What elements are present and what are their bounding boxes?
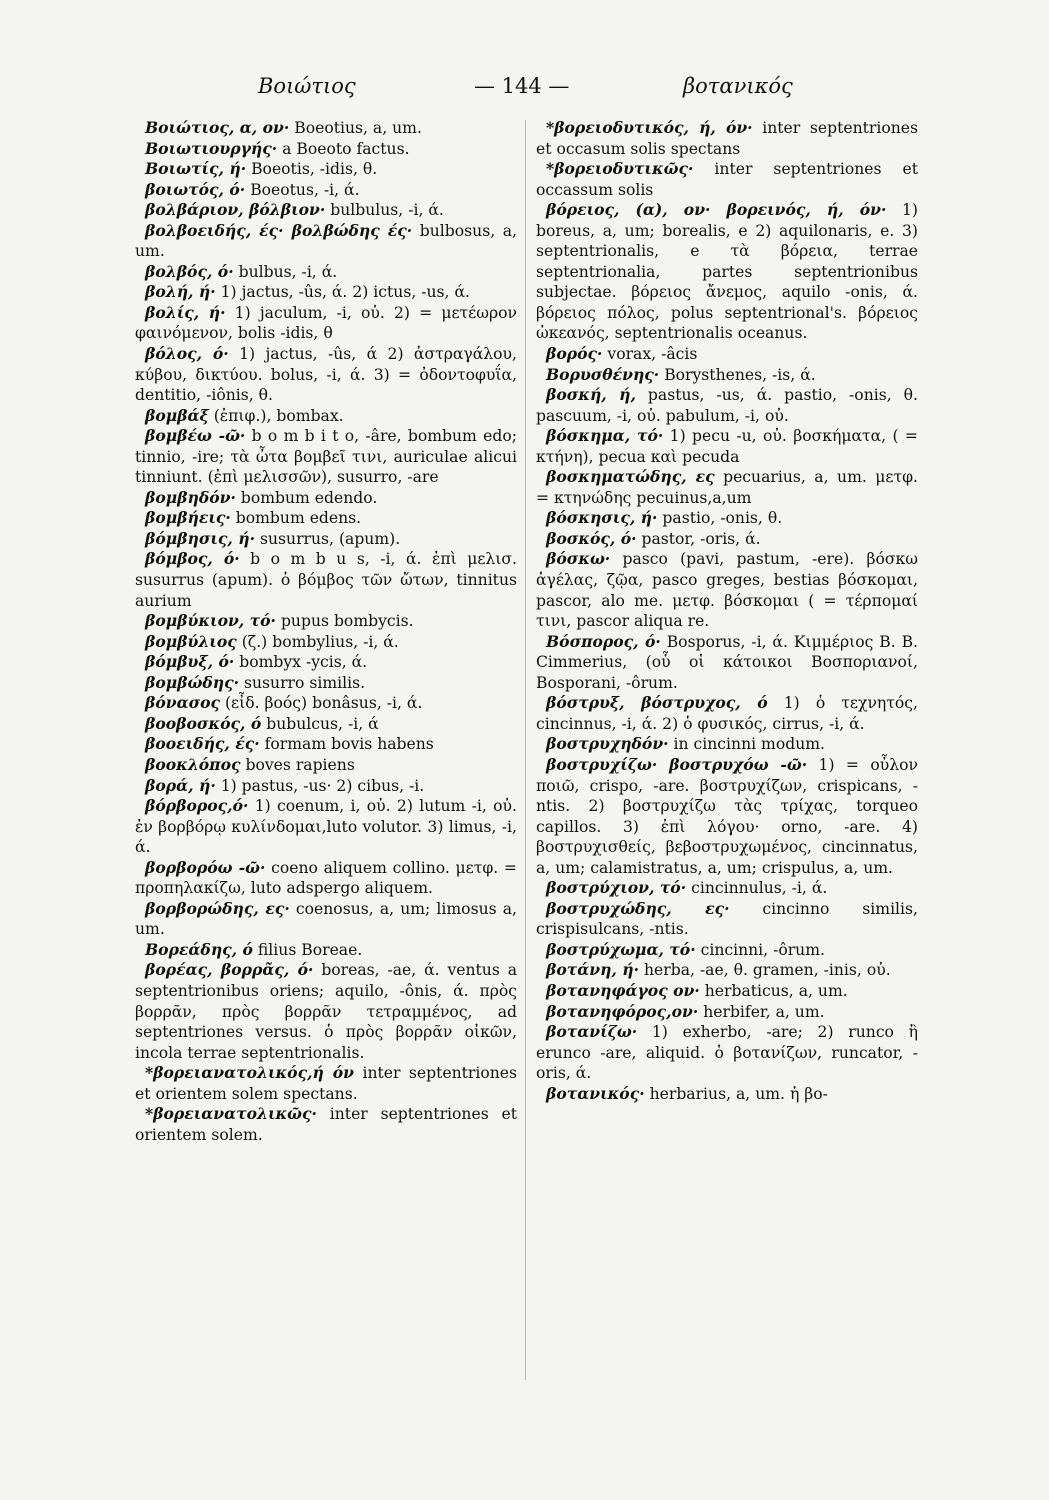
entry-definition: boves rapiens [240, 755, 355, 774]
dictionary-entry [536, 159, 918, 200]
entry-headword: βοσκός, ό· [546, 528, 637, 548]
entry-headword: βόσκω· [546, 549, 611, 569]
entry-definition: herba, -ae, θ. gramen, -inis, οὐ. [639, 961, 891, 980]
dictionary-entry [536, 344, 918, 365]
dictionary-entry [135, 282, 517, 303]
dictionary-entry [135, 200, 517, 221]
dictionary-entry [135, 899, 517, 940]
page-number: — 144 — [474, 74, 570, 98]
entry-definition: vorax, -âcis [602, 345, 698, 364]
entry-headword: βοιωτός, ό· [145, 179, 246, 199]
dictionary-entry [135, 488, 517, 509]
dictionary-entry [536, 508, 918, 529]
entry-definition: Boeotius, a, um. [289, 119, 422, 137]
entry-headword: *βορειανατολικῶς· [145, 1104, 317, 1124]
entry-headword: Βοιωτιουργής· [145, 138, 278, 158]
entry-definition: 1) jactus, -ûs, ά 2) ἀστραγάλου, κύβου, δικτύου. bolus, -i, ά. 3) = ὀδοντοφυΐα, dentitio, -iônis, θ. [135, 345, 517, 405]
entry-headword: βοτανηφόρος,ον· [546, 1001, 699, 1021]
dictionary-entry [536, 549, 918, 631]
entry-definition: 1) = οὖλον ποιῶ, crispo, -are. βοστρυχίζων, crispicans, -ntis. 2) βοστρυχίζω τὰς τρίχας, torqueo capillos. 3) ἐπὶ λόγου· orno, -are. 4) βοστρυχισθείς, βεβοστρυχωμένος, cincinnatus, a, um; calamistratus, a, um; crispulus, a, um. [536, 755, 918, 877]
dictionary-entry [536, 755, 918, 878]
entry-definition: 1) pastus, -us· 2) cibus, -i. [215, 776, 425, 795]
entry-definition: bombum edendo. [235, 488, 378, 507]
dictionary-entry [135, 303, 517, 344]
entry-headword: βοστρύχωμα, τό· [546, 939, 696, 959]
dictionary-entry [135, 776, 517, 797]
dictionary-entry [536, 467, 918, 508]
entry-headword: βόμβος, ό· [145, 549, 240, 569]
entry-definition: pastio, -onis, θ. [657, 509, 783, 528]
entry-definition: bulbus, -i, ά. [233, 262, 338, 281]
entry-headword: βόμβησις, ή· [145, 528, 256, 548]
dictionary-entry [135, 1104, 517, 1145]
left-column [135, 118, 517, 1448]
dictionary-entry [135, 673, 517, 694]
entry-headword: βοοειδής, ές· [145, 734, 260, 754]
entry-headword: βόλος, ό· [145, 344, 229, 364]
entry-definition: cincinnulus, -i, ά. [686, 879, 828, 898]
dictionary-entry [536, 940, 918, 961]
entry-definition: b o m b i t o, -âre, bombum edo; tinnio, -ire; τὰ ὦτα βομβεῖ τινι, auriculae alicui tinniunt. (ἐπὶ μελισσῶν), susurro, -are [135, 427, 517, 487]
dictionary-entry [135, 344, 517, 406]
entry-definition: formam bovis habens [259, 735, 434, 754]
dictionary-entry [536, 365, 918, 386]
dictionary-entry [536, 1084, 918, 1105]
entry-headword: βορβορόω -ῶ· [145, 857, 266, 877]
dictionary-entry [135, 159, 517, 180]
dictionary-entry [536, 1022, 918, 1084]
entry-headword: Βορυσθένης· [546, 364, 660, 384]
entry-definition: bubulcus, -i, ά [261, 714, 379, 733]
entry-headword: βομβύλιος [145, 631, 237, 651]
entry-headword: βομβώδης· [145, 672, 240, 692]
entry-definition: herbifer, a, um. [698, 1002, 825, 1021]
entry-definition: b o m b u s, -i, ά. ἐπὶ μελισ. susurrus (apum). ὁ βόμβος τῶν ὤτων, tinnitus aurium [135, 550, 517, 610]
entry-headword: βοστρυχηδόν· [546, 734, 669, 754]
right-column [536, 118, 918, 1448]
dictionary-entry [536, 118, 918, 159]
dictionary-entry [135, 508, 517, 529]
entry-headword: βομβηδόν· [145, 487, 236, 507]
entry-headword: βορά, ή· [145, 775, 216, 795]
entry-headword: βόνασος [145, 693, 220, 713]
entry-definition: inter septentriones et orientem solem. [135, 1105, 517, 1144]
entry-definition: cincinno similis, crispisulcans, -ntis. [536, 899, 918, 939]
entry-headword: βομβήεις· [145, 508, 231, 528]
entry-definition: inter septentriones et occassum solis [536, 160, 918, 199]
entry-headword: βοσκηματώδης, ες [546, 467, 715, 487]
dictionary-entry [135, 714, 517, 735]
entry-headword: βοστρυχώδης, ες· [546, 898, 730, 918]
entry-definition: 1) jaculum, -i, οὐ. 2) = μετέωρον φαινόμενον, bolis -idis, θ [135, 303, 517, 343]
page-header [0, 66, 1049, 106]
dictionary-entry [135, 693, 517, 714]
entry-headword: βοοβοσκός, ό [145, 713, 262, 733]
entry-headword: βόσκησις, ή· [546, 508, 658, 528]
entry-definition: 1) boreus, a, um; borealis, e 2) aquilonaris, e. 3) septentrionalis, e τὰ βόρεια, terrae septentrionalia, partes septentrionibus subjectae. βόρειος ἄνεμος, aquilo -onis, ά. βόρειος πόλος, polus septentrional's. βόρειος ὠκεανός, septentrionalis oceanus. [536, 201, 918, 343]
dictionary-entry [536, 878, 918, 899]
entry-definition: herbaticus, a, um. [699, 981, 848, 1000]
dictionary-entry [135, 960, 517, 1063]
entry-headword: βοτάνη, ή· [546, 960, 640, 980]
dictionary-entry [135, 529, 517, 550]
dictionary-entry [135, 118, 517, 139]
dictionary-entry [135, 262, 517, 283]
dictionary-entry [536, 529, 918, 550]
dictionary-entry [536, 734, 918, 755]
entry-headword: βοτανηφάγος ον· [546, 980, 700, 1000]
entry-headword: βοσκή, ή, [546, 385, 636, 405]
entry-headword: βομβάξ [145, 405, 209, 425]
dictionary-entry [536, 981, 918, 1002]
entry-definition: a Boeoto factus. [277, 139, 410, 158]
entry-headword: *βορειοδυτικῶς· [546, 159, 694, 179]
entry-headword: βορός· [546, 344, 603, 364]
entry-definition: herbarius, a, um. ἡ βο- [644, 1084, 828, 1103]
dictionary-entry [135, 632, 517, 653]
entry-headword: βολβάριον, βόλβιον· [145, 200, 326, 220]
entry-headword: βόστρυξ, βόστρυχος, ό [546, 693, 768, 713]
dictionary-entry [536, 899, 918, 940]
entry-definition: Bosporus, -i, ά. Κιμμέριος Β. Β. Cimmerius, (οὗ οἱ κάτοικοι Βοσποριανοί, Bosporani, -ôrum. [536, 632, 918, 692]
column-divider [525, 120, 526, 1380]
entry-definition: boreas, -ae, ά. ventus a septentrionibus oriens; aquilo, -ônis, ά. πρὸς βορρᾶν, πρὸς βορρᾶν τετραμμένος, ad septentriones versus. ὁ πρὸς βορρᾶν οἰκῶν, incola terrae septentrionalis. [135, 961, 517, 1062]
entry-headword: βόρβορος,ό· [145, 796, 249, 816]
entry-definition: (εἶδ. βοός) bonâsus, -i, ά. [219, 694, 423, 713]
entry-definition: bulbulus, -i, ά. [325, 201, 444, 220]
entry-definition: Boeotus, -i, ά. [245, 180, 360, 199]
dictionary-entry [135, 426, 517, 488]
entry-headword: βομβύκιον, τό· [145, 611, 276, 631]
entry-headword: βολίς, ή· [145, 302, 226, 322]
dictionary-entry [135, 611, 517, 632]
entry-definition: 1) ὁ τεχνητός, cincinnus, -i, ά. 2) ὁ φυσικός, cirrus, -i, ά. [536, 694, 918, 733]
entry-definition: in cincinni modum. [668, 735, 825, 754]
dictionary-entry [536, 693, 918, 734]
entry-headword: βόμβυξ, ό· [145, 652, 235, 672]
dictionary-entry [135, 858, 517, 899]
dictionary-entry [135, 940, 517, 961]
entry-headword: βόρειος, (α), ον· βορεινός, ή, όν· [546, 200, 887, 220]
dictionary-entry [536, 200, 918, 344]
entry-definition: pupus bombycis. [275, 612, 414, 631]
entry-headword: βορέας, βορρᾶς, ό· [145, 960, 314, 980]
entry-headword: βοστρυχίζω· βοστρυχόω -ῶ· [546, 754, 808, 774]
dictionary-entry [536, 632, 918, 694]
guide-word-left: Βοιώτιος [258, 74, 356, 98]
entry-definition: bombum edens. [230, 509, 362, 528]
entry-definition: Boeotis, -idis, θ. [246, 160, 378, 179]
dictionary-entry [135, 139, 517, 160]
entry-definition: 1) exherbo, -are; 2) runco ἢ erunco -are, aliquid. ὁ βοτανίζων, runcator, -oris, ά. [536, 1023, 918, 1083]
entry-headword: *βορειοδυτικός, ή, όν· [546, 118, 753, 137]
entry-headword: βοτανικός· [546, 1083, 645, 1103]
entry-definition: bulbosus, a, um. [135, 221, 517, 261]
entry-definition: (ἐπιφ.), bombax. [208, 406, 344, 425]
dictionary-entry [135, 796, 517, 858]
entry-definition: susurro similis. [239, 673, 366, 692]
entry-headword: βομβέω -ῶ· [145, 426, 246, 446]
entry-definition: 1) pecu -u, οὐ. βοσκήματα, ( = κτήνη), pecua καὶ pecuda [536, 427, 918, 466]
entry-headword: Βόσπορος, ό· [546, 631, 661, 651]
dictionary-entry [536, 426, 918, 467]
dictionary-entry [536, 1002, 918, 1023]
entry-headword: βοτανίζω· [546, 1022, 638, 1042]
dictionary-entry [135, 755, 517, 776]
entry-headword: βοστρύχιον, τό· [546, 878, 687, 898]
entry-headword: Βοιώτιος, α, ον· [145, 118, 290, 137]
entry-definition: pastus, -us, ά. pastio, -onis, θ. pascuum, -i, οὐ. pabulum, -i, οὐ. [536, 386, 918, 425]
entry-definition: coeno aliquem collino. μετφ. = προπηλακίζω, luto adspergo aliquem. [135, 858, 517, 898]
entry-definition: pasco (pavi, pastum, -ere). βόσκω ἀγέλας, ζῷα, pasco greges, bestias βόσκομαι, pascor, alo me. μετφ. βόσκομαι ( = τέρπομαί τινι, pascor aliqua re. [536, 550, 918, 631]
entry-headword: Βορεάδης, ό [145, 939, 253, 959]
entry-definition: coenosus, a, um; limosus a, um. [135, 899, 517, 939]
entry-headword: βολβοειδής, ές· βολβώδης ές· [145, 220, 413, 240]
entry-definition: inter septentriones et orientem solem spectans. [135, 1064, 517, 1103]
entry-definition: Borysthenes, -is, ά. [659, 365, 816, 384]
entry-headword: βολή, ή· [145, 282, 216, 302]
entry-definition: 1) jactus, -ûs, ά. 2) ictus, -us, ά. [215, 283, 470, 302]
entry-headword: βολβός, ό· [145, 261, 234, 281]
entry-definition: filius Boreae. [252, 940, 363, 959]
dictionary-entry [135, 549, 517, 611]
entry-definition: susurrus, (apum). [255, 529, 401, 548]
dictionary-entry [135, 221, 517, 262]
dictionary-entry [135, 406, 517, 427]
dictionary-entry [135, 734, 517, 755]
dictionary-entry [135, 652, 517, 673]
entry-definition: pastor, -oris, ά. [636, 529, 761, 548]
entry-headword: Βοιωτίς, ή· [145, 159, 247, 179]
entry-definition: (ζ.) bombylius, -i, ά. [236, 632, 399, 651]
dictionary-entry [536, 385, 918, 426]
entry-definition: pecuarius, a, um. μετφ. = κτηνώδης pecuinus,a,um [536, 468, 918, 507]
entry-headword: βοοκλόπος [145, 754, 241, 774]
entry-headword: βόσκημα, τό· [546, 426, 664, 446]
guide-word-right: βοτανικός [683, 74, 793, 98]
entry-headword: *βορειανατολικός,ή όν [145, 1063, 354, 1083]
entry-definition: cincinni, -ôrum. [695, 940, 825, 959]
dictionary-entry [135, 180, 517, 201]
entry-headword: βορβορώδης, ες· [145, 898, 290, 918]
entry-definition: 1) coenum, i, οὐ. 2) lutum -i, οὐ. ἐν βορβόρῳ κυλίνδομαι,luto volutor. 3) limus, -i, ά. [135, 797, 517, 857]
dictionary-entry [536, 960, 918, 981]
dictionary-entry [135, 1063, 517, 1104]
entry-definition: bombyx -ycis, ά. [234, 653, 368, 672]
entry-definition: inter septentriones et occasum solis spectans [536, 119, 918, 158]
